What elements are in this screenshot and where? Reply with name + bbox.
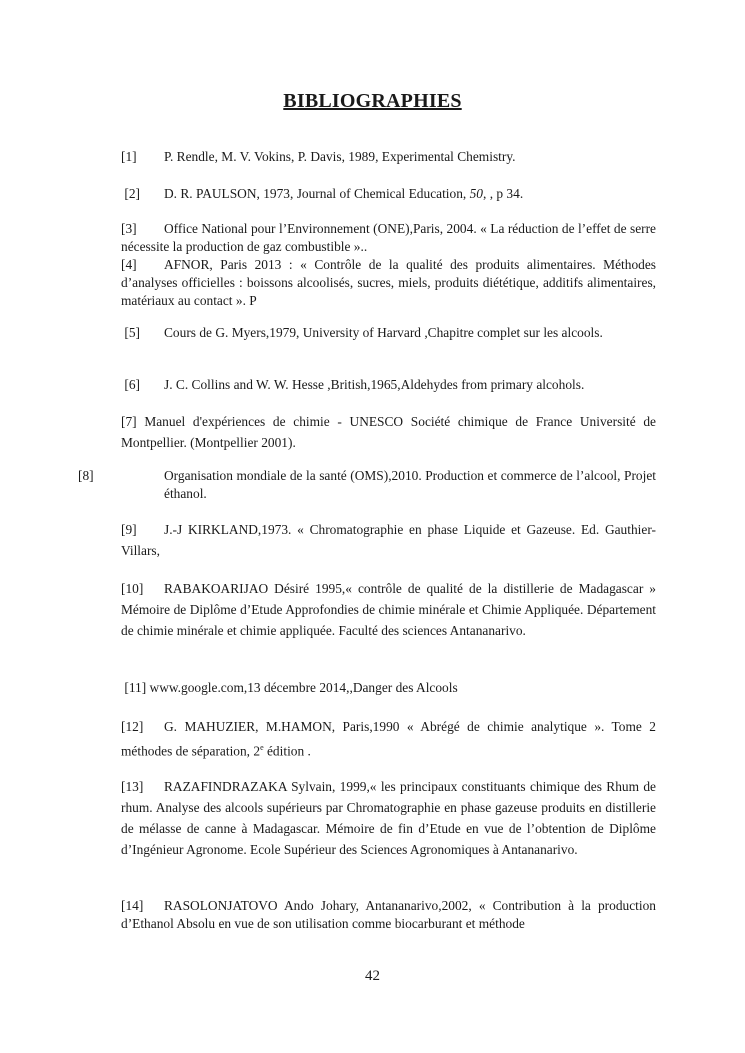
reference-9 xyxy=(121,519,656,561)
ref-text-end: édition . xyxy=(263,743,311,759)
ref-number: [7] xyxy=(121,414,137,429)
ref-superscript: e xyxy=(260,743,264,752)
reference-4 xyxy=(121,256,656,310)
reference-8 xyxy=(78,467,656,503)
reference-2 xyxy=(121,185,656,203)
ref-text: P. Rendle, M. V. Vokins, P. Davis, 1989, Experimental Chemistry. xyxy=(164,149,516,164)
ref-number: [11] xyxy=(124,680,147,695)
ref-number: [13] xyxy=(121,779,144,794)
reference-12 xyxy=(121,716,656,761)
ref-text: J.-J KIRKLAND,1973. « Chromatographie en phase Liquide et Gazeuse. Ed. Gauthier- Villars, xyxy=(121,522,656,558)
reference-1 xyxy=(121,148,656,166)
ref-number: [1] xyxy=(121,149,137,164)
reference-7 xyxy=(121,411,656,453)
ref-number: [10] xyxy=(121,581,144,596)
ref-text-end: , , p 34. xyxy=(483,186,524,201)
page-title: BIBLIOGRAPHIES xyxy=(283,90,462,112)
ref-text: Manuel d'expériences de chimie - UNESCO Société chimique de France Université de Montpellier. (Montpellier 2001). xyxy=(121,414,656,450)
ref-text: Cours de G. Myers,1979, University of Harvard ,Chapitre complet sur les alcools. xyxy=(164,325,603,340)
ref-text: AFNOR, Paris 2013 : « Contrôle de la qualité des produits alimentaires. Méthodes d’analyses officielles : boissons alcoolisés, sucres, miels, produits diététique, additifs alimentaires, matériaux au contact ». P xyxy=(121,257,656,308)
ref-text: G. MAHUZIER, M.HAMON, Paris,1990 « Abrégé de chimie analytique ». Tome 2 méthodes de séparation, 2 xyxy=(121,719,656,759)
ref-number: [6] xyxy=(124,377,140,392)
ref-number: [2] xyxy=(124,186,140,201)
reference-10 xyxy=(121,578,656,641)
ref-number: [5] xyxy=(124,325,140,340)
ref-text: RASOLONJATOVO Ando Johary, Antananarivo,2002, « Contribution à la production d’Ethanol Absolu en vue de son utilisation comme biocarburant et méthode xyxy=(121,898,656,931)
ref-volume: 50 xyxy=(469,186,483,201)
ref-number: [3] xyxy=(121,221,137,236)
reference-14 xyxy=(121,897,656,933)
ref-text: RABAKOARIJAO Désiré 1995,« contrôle de qualité de la distillerie de Madagascar » Mémoire de Diplôme d’Etude Approfondies de chimie minérale et Chimie Appliquée. Département de chimie minérale et chimie appliquée. Faculté des sciences Antananarivo. xyxy=(121,581,656,638)
ref-text: Office National pour l’Environnement (ONE),Paris, 2004. « La réduction de l’effet de serre nécessite la production de gaz combustible ».. xyxy=(121,221,656,254)
ref-number: [8] xyxy=(78,468,94,483)
ref-number: [12] xyxy=(121,719,144,734)
reference-3 xyxy=(121,220,656,256)
ref-text: D. R. PAULSON, 1973, Journal of Chemical Education, xyxy=(164,186,470,201)
ref-text: RAZAFINDRAZAKA Sylvain, 1999,« les principaux constituants chimique des Rhum de rhum. Analyse des alcools supérieurs par Chromatographie en phase gazeuse produits en distillerie de mélasse de canne à Madagascar. Mémoire de fin d’Etude en vue de l’obtention de Diplôme d’Ingénieur Agronome. Ecole Supérieur des Sciences Agronomiques à Antananarivo. xyxy=(121,779,656,857)
reference-5 xyxy=(121,324,656,342)
reference-6 xyxy=(121,376,656,394)
reference-13 xyxy=(121,776,656,860)
ref-text: Organisation mondiale de la santé (OMS),2010. Production et commerce de l’alcool, Projet éthanol. xyxy=(164,468,656,501)
ref-link: www.google.com,13 décembre 2014,,Danger des Alcools xyxy=(149,680,458,695)
page-number: 42 xyxy=(365,968,380,984)
reference-11 xyxy=(121,679,656,697)
ref-number: [4] xyxy=(121,257,137,272)
ref-text: J. C. Collins and W. W. Hesse ,British,1965,Aldehydes from primary alcohols. xyxy=(164,377,585,392)
ref-number: [14] xyxy=(121,898,144,913)
ref-number: [9] xyxy=(121,522,137,537)
